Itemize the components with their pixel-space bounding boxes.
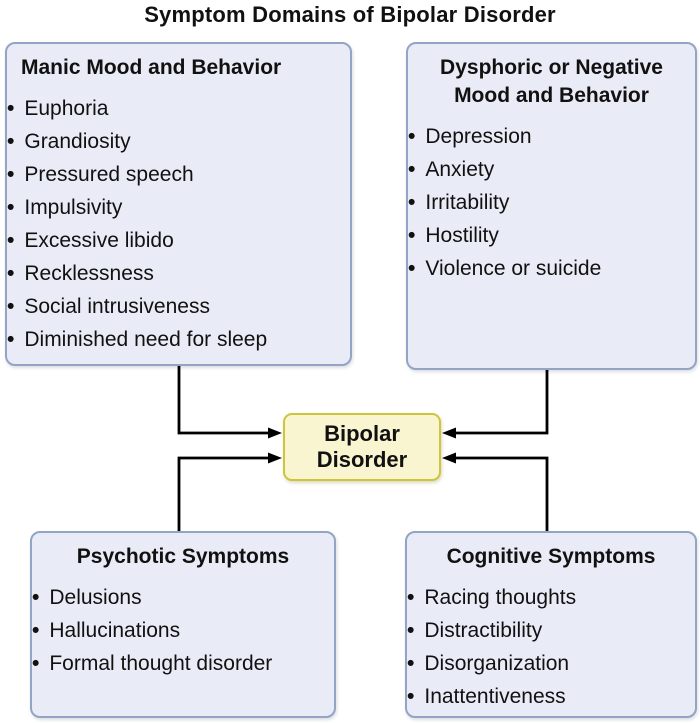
- symptom-list-item: • Recklessness: [7, 257, 350, 290]
- diagram-title: Symptom Domains of Bipolar Disorder: [144, 2, 556, 27]
- symptom-list-item: • Irritability: [408, 186, 695, 219]
- manic-mood-box: [5, 42, 352, 366]
- symptom-list-item: • Distractibility: [407, 614, 695, 647]
- symptom-list-item: • Inattentiveness: [407, 680, 695, 713]
- manic-mood-symptom-list: [7, 92, 350, 356]
- symptom-list-item: • Violence or suicide: [408, 252, 695, 285]
- symptom-list-item: • Delusions: [32, 581, 334, 614]
- manic-mood-box-title: Manic Mood and Behavior: [21, 56, 282, 79]
- psychotic-symptom-list: [32, 581, 334, 680]
- arrow-dysphoric-to-center: [456, 370, 547, 433]
- symptom-list-item: • Excessive libido: [7, 224, 350, 257]
- psychotic-symptoms-box-title: Psychotic Symptoms: [76, 545, 290, 568]
- symptom-list-item: • Hallucinations: [32, 614, 334, 647]
- symptom-list-item: • Pressured speech: [7, 158, 350, 191]
- bipolar-disorder-label: Bipolar Disorder: [316, 421, 408, 472]
- symptom-list-item: • Hostility: [408, 219, 695, 252]
- symptom-list-item: • Formal thought disorder: [32, 647, 334, 680]
- arrow-psychotic-to-center: [179, 458, 268, 531]
- dysphoric-mood-symptom-list: [408, 120, 695, 285]
- symptom-list-item: • Euphoria: [7, 92, 350, 125]
- cognitive-symptoms-box: [405, 531, 697, 718]
- symptom-list-item: • Anxiety: [408, 153, 695, 186]
- cognitive-symptoms-box-title: Cognitive Symptoms: [446, 545, 656, 568]
- symptom-list-item: • Racing thoughts: [407, 581, 695, 614]
- symptom-list-item: • Diminished need for sleep: [7, 323, 350, 356]
- symptom-list-item: • Grandiosity: [7, 125, 350, 158]
- symptom-list-item: • Depression: [408, 120, 695, 153]
- arrow-manic-to-center: [179, 366, 268, 433]
- dysphoric-mood-box-title: Dysphoric or Negative Mood and Behavior: [440, 56, 663, 107]
- dysphoric-mood-box: [406, 42, 697, 370]
- bipolar-disorder-center-box: [283, 413, 441, 481]
- symptom-list-item: • Social intrusiveness: [7, 290, 350, 323]
- psychotic-symptoms-box: [30, 531, 336, 718]
- symptom-list-item: • Impulsivity: [7, 191, 350, 224]
- arrow-cognitive-to-center: [456, 458, 547, 531]
- cognitive-symptom-list: [407, 581, 695, 713]
- symptom-list-item: • Disorganization: [407, 647, 695, 680]
